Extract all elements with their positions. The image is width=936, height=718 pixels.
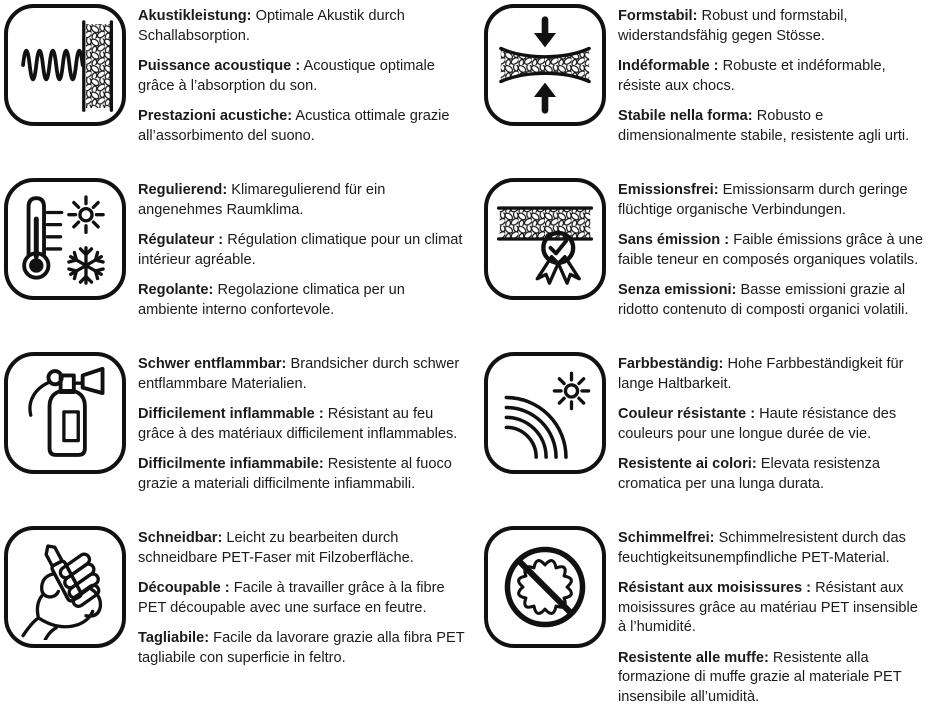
feature-paragraph-de: Formstabil: Robust und formstabil, widerstandsfähig gegen Stösse. (618, 8, 848, 44)
compression-resistance-icon (492, 12, 598, 118)
low-emission-certified-icon-tile (484, 178, 606, 300)
feature-paragraph-fr: Couleur résistante : Haute résistance des couleurs pour une longue durée de vie. (618, 406, 897, 442)
feature-paragraph-fr: Indéformable : Robuste et indéformable, résiste aux chocs. (618, 58, 886, 94)
feature-block-acoustic (0, 4, 468, 178)
hand-cutter-icon (12, 534, 118, 640)
feature-block-regulating (0, 178, 468, 352)
feature-paragraph-de: Schneidbar: Leicht zu bearbeiten durch schneidbare PET-Faser mit Filzoberfläche. (138, 530, 414, 566)
feature-block-flame-retardant (0, 352, 468, 526)
feature-paragraph-it: Resistente ai colori: Elevata resistenza cromatica per una lunga durata. (618, 456, 880, 492)
feature-texts (138, 529, 468, 679)
fire-extinguisher-icon-tile (4, 352, 126, 474)
sound-absorption-icon-tile (4, 4, 126, 126)
sun-colorfast-icon (492, 360, 598, 466)
feature-texts (138, 181, 468, 331)
feature-paragraph-it: Prestazioni acustiche: Acustica ottimale grazie all’assorbimento del suono. (138, 108, 450, 144)
feature-block-formstable (468, 4, 936, 178)
hand-cutter-icon-tile (4, 526, 126, 648)
compression-resistance-icon-tile (484, 4, 606, 126)
feature-block-emission-free (468, 178, 936, 352)
feature-block-cuttable (0, 526, 468, 718)
feature-paragraph-fr: Puissance acoustique : Acoustique optimale grâce à l’absorption du son. (138, 58, 435, 94)
feature-paragraph-de: Akustikleistung: Optimale Akustik durch Schallabsorption. (138, 8, 405, 44)
sound-absorption-icon (12, 12, 118, 118)
feature-texts (618, 7, 930, 157)
feature-paragraph-it: Resistente alle muffe: Resistente alla formazione di muffe grazie al materiale PET insensibile all’umidità. (618, 649, 902, 705)
feature-paragraph-de: Schimmelfrei: Schimmelresistent durch das feuchtigkeitsunempfindliche PET-Material. (618, 530, 906, 566)
low-emission-certified-icon (492, 186, 598, 292)
feature-paragraph-it: Senza emissioni: Basse emissioni grazie al ridotto contenuto di composti organici volatili. (618, 282, 909, 318)
climate-regulation-icon-tile (4, 178, 126, 300)
feature-paragraph-it: Tagliabile: Facile da lavorare grazie alla fibra PET tagliabile con superficie in feltro. (138, 630, 465, 666)
sun-colorfast-icon-tile (484, 352, 606, 474)
feature-texts (618, 181, 930, 331)
feature-texts (618, 529, 930, 718)
climate-regulation-icon (12, 186, 118, 292)
feature-paragraph-it: Regolante: Regolazione climatica per un ambiente interno confortevole. (138, 282, 405, 318)
feature-paragraph-fr: Découpable : Facile à travailler grâce à la fibre PET découpable avec une surface en feutre. (138, 580, 445, 616)
feature-paragraph-de: Regulierend: Klimaregulierend für ein angenehmes Raumklima. (138, 182, 386, 218)
no-mold-icon (492, 534, 598, 640)
feature-texts (618, 355, 930, 505)
feature-paragraph-it: Difficilmente infiammabile: Resistente al fuoco grazie a materiali difficilmente infiammabili. (138, 456, 452, 492)
feature-block-mold-free (468, 526, 936, 718)
feature-texts (138, 355, 468, 505)
feature-paragraph-fr: Difficilement inflammable : Résistant au feu grâce à des matériaux difficilement inflammables. (138, 406, 458, 442)
feature-paragraph-it: Stabile nella forma: Robusto e dimensionalmente stabile, resistente agli urti. (618, 108, 910, 144)
feature-paragraph-de: Emissionsfrei: Emissionsarm durch geringe flüchtige organische Verbindungen. (618, 182, 908, 218)
fire-extinguisher-icon (12, 360, 118, 466)
no-mold-icon-tile (484, 526, 606, 648)
feature-paragraph-fr: Sans émission : Faible émissions grâce à une faible teneur en composés organiques volatils. (618, 232, 924, 268)
feature-texts (138, 7, 468, 157)
feature-block-colorfast (468, 352, 936, 526)
feature-paragraph-fr: Résistant aux moisissures : Résistant aux moisissures grâce au matériau PET insensible à l’humidité. (618, 580, 918, 635)
feature-paragraph-de: Farbbeständig: Hohe Farbbeständigkeit für lange Haltbarkeit. (618, 356, 904, 392)
feature-paragraph-fr: Régulateur : Régulation climatique pour un climat intérieur agréable. (138, 232, 463, 268)
feature-paragraph-de: Schwer entflammbar: Brandsicher durch schwer entflammbare Materialien. (138, 356, 460, 392)
